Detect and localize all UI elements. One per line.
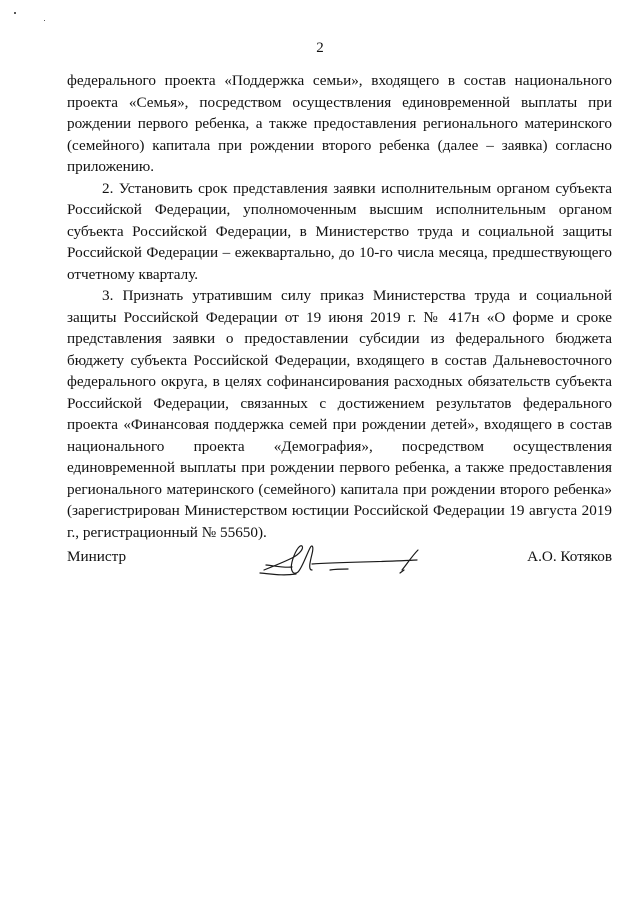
paragraph-continuation: федерального проекта «Поддержка семьи», входящего в состав национального проекта «Семья», посредством осуществления единовременной выплаты при рождении первого ребенка, а также предоставления регионального материнского (семейного) капитала при рождении второго ребенка (далее – заявка) согласно приложению. [67, 72, 612, 175]
paragraph-item-3: 3. Признать утратившим силу приказ Министерства труда и социальной защиты Российской Федерации от 19 июня 2019 г. № 417н «О форме и сроке представления заявки о предоставлении субсидии из федерального бюджета бюджету субъекта Российской Федерации, входящего в состав Дальневосточного федерального округа, в целях софинансирования расходных обязательств субъекта Российской Федерации, связанных с достижением результатов федерального проекта «Финансовая поддержка семей при рождении детей», входящего в состав национального проекта «Демография», посредством осуществления единовременной выплаты при рождении первого ребенка, а также предоставления регионального материнского (семейного) капитала при рождении второго ребенка» (зарегистрирован Министерством юстиции Российской Федерации 19 августа 2019 г., регистрационный № 55650). [67, 287, 612, 541]
handwritten-signature [252, 540, 427, 582]
paragraph-item-2: 2. Установить срок представления заявки исполнительным органом субъекта Российской Федерации, уполномоченным высшим исполнительным органом субъекта Российской Федерации, в Министерство труда и социальной защиты Российской Федерации – ежеквартально, до 10-го числа месяца, предшествующего отчетному кварталу. [67, 179, 612, 283]
signatory-title: Министр [67, 548, 127, 565]
page-number: 2 [316, 40, 324, 56]
signatory-name: А.О. Котяков [527, 548, 612, 565]
document-body [67, 70, 612, 543]
signature-block [67, 540, 612, 600]
scan-speck [14, 12, 16, 14]
scan-speck [44, 20, 45, 21]
